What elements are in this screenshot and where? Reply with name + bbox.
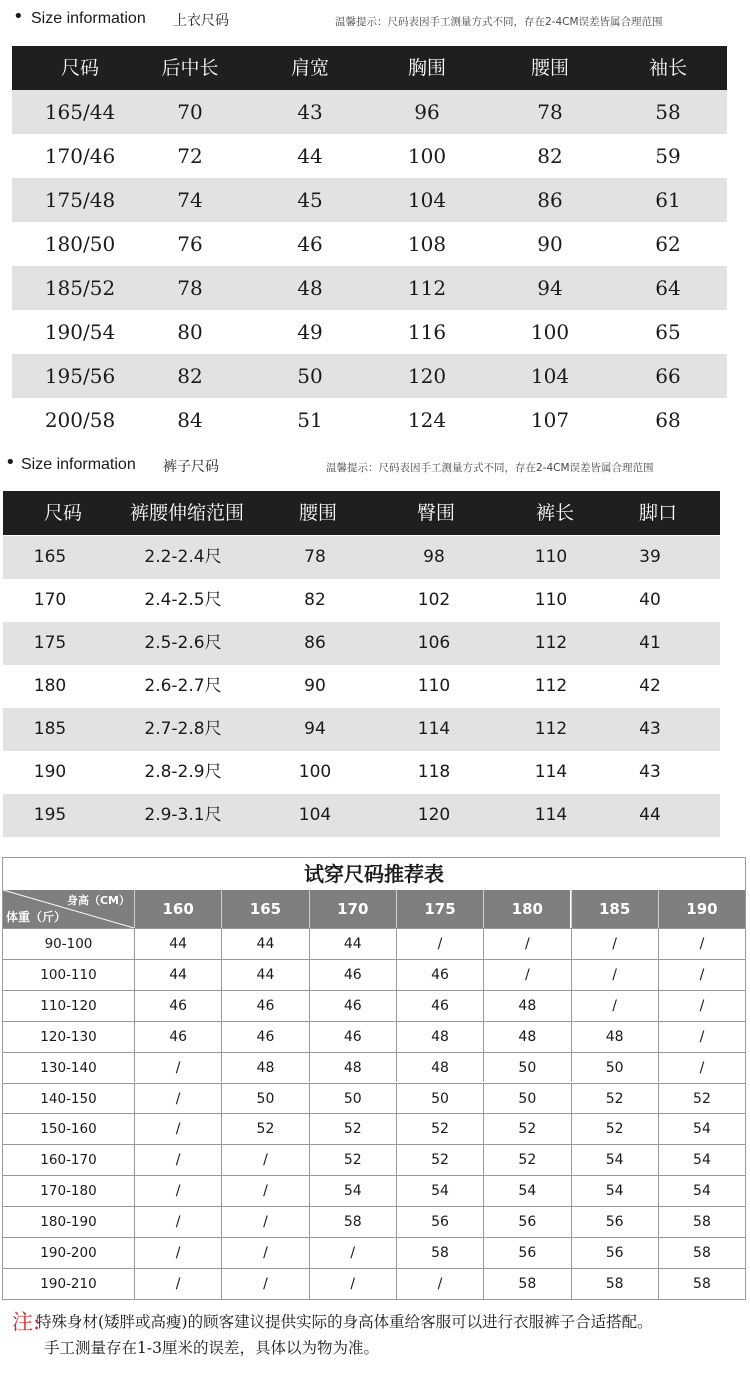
recommended-size-cell: / (221, 1269, 308, 1299)
recommended-size-cell: 48 (396, 1022, 483, 1052)
tops-col-header: 尺码 (60, 57, 99, 79)
pants-cell: 175 (33, 633, 67, 653)
weight-range-cell: 160-170 (40, 1152, 97, 1169)
pants-cell: 110 (534, 590, 568, 610)
pants-table-row (3, 579, 720, 622)
pants-table-row (3, 665, 720, 708)
corner-height-label: 身高（CM） (66, 894, 130, 907)
recommended-size-cell: 46 (221, 1022, 308, 1052)
height-col-header: 160 (134, 890, 221, 928)
recommended-size-cell: 48 (483, 991, 570, 1021)
pants-cell: 190 (33, 762, 67, 782)
recommended-size-cell: 52 (658, 1084, 745, 1114)
tops-section-subtitle: 上衣尺码 (173, 13, 229, 29)
recommended-size-cell: 58 (658, 1238, 745, 1268)
recommended-size-cell: 52 (221, 1114, 308, 1144)
recommended-size-cell: 58 (571, 1269, 658, 1299)
pants-cell: 114 (534, 805, 568, 825)
recommended-size-cell: 54 (658, 1145, 745, 1175)
weight-range-cell: 190-210 (40, 1275, 97, 1292)
tops-cell: 175/48 (44, 188, 116, 212)
tops-cell: 64 (655, 276, 681, 300)
recommended-size-cell: 44 (134, 960, 221, 990)
tops-cell: 70 (177, 100, 203, 124)
pants-cell: 2.7-2.8尺 (144, 719, 222, 739)
recommended-size-cell: / (658, 929, 745, 959)
weight-range-cell: 190-200 (40, 1245, 97, 1261)
weight-range-cell: 130-140 (40, 1059, 97, 1076)
pants-header-band (3, 491, 720, 535)
recommended-size-cell: / (134, 1114, 221, 1144)
pants-cell: 114 (534, 762, 568, 782)
tops-cell: 200/58 (44, 408, 116, 432)
pants-table-row (3, 708, 720, 751)
recommended-size-cell: 46 (309, 960, 396, 990)
recommended-size-cell: 56 (571, 1207, 658, 1237)
recommended-size-cell: / (658, 1022, 745, 1052)
tops-col-header: 肩宽 (290, 57, 329, 79)
tops-col-header: 胸围 (407, 57, 446, 79)
recommended-size-cell: 54 (571, 1145, 658, 1175)
weight-range-cell: 100-110 (40, 966, 97, 983)
pants-cell: 82 (304, 590, 326, 610)
tops-cell: 116 (407, 320, 447, 344)
recommendation-row (3, 990, 745, 1021)
tops-section-header (0, 6, 750, 36)
pants-cell: 2.9-3.1尺 (144, 805, 222, 825)
pants-cell: 165 (33, 547, 67, 567)
recommended-size-cell: / (571, 929, 658, 959)
recommended-size-cell: / (483, 929, 570, 959)
pants-cell: 2.4-2.5尺 (144, 590, 222, 610)
weight-range-cell: 110-120 (40, 997, 97, 1014)
recommendation-row (3, 1052, 745, 1083)
tops-table-row (12, 266, 727, 310)
pants-cell: 90 (304, 676, 326, 696)
recommended-size-cell: 44 (309, 929, 396, 959)
recommended-size-cell: / (134, 1145, 221, 1175)
recommendation-row (3, 1237, 745, 1268)
recommended-size-cell: / (483, 960, 570, 990)
recommendation-row (3, 1144, 745, 1175)
height-col-header: 175 (396, 890, 483, 928)
pants-col-header: 尺码 (43, 502, 82, 524)
pants-cell: 106 (417, 633, 451, 653)
tops-cell: 76 (177, 232, 203, 256)
recommended-size-cell: / (134, 1207, 221, 1237)
tops-cell: 100 (407, 144, 447, 168)
recommendation-row (3, 1175, 745, 1206)
note-line-1: 特殊身材(矮胖或高瘦)的顾客建议提供实际的身高体重给客服可以进行衣服裤子合适搭配。 (36, 1313, 653, 1331)
height-col-header: 185 (571, 890, 658, 928)
recommended-size-cell: 58 (483, 1269, 570, 1299)
tops-section-title: Size information (31, 10, 146, 27)
tops-cell: 51 (297, 408, 323, 432)
note-mark: 注: (12, 1310, 41, 1334)
recommended-size-cell: 58 (396, 1238, 483, 1268)
pants-col-header: 脚口 (638, 502, 677, 524)
tops-cell: 94 (537, 276, 563, 300)
recommended-size-cell: 46 (309, 1022, 396, 1052)
recommended-size-cell: 56 (396, 1207, 483, 1237)
pants-cell: 43 (639, 719, 661, 739)
tops-cell: 68 (655, 408, 681, 432)
tops-cell: 96 (414, 100, 440, 124)
tops-cell: 49 (297, 320, 323, 344)
recommended-size-cell: 56 (483, 1238, 570, 1268)
recommended-size-cell: 44 (221, 929, 308, 959)
recommended-size-cell: 50 (309, 1084, 396, 1114)
pants-cell: 102 (417, 590, 451, 610)
tops-cell: 108 (407, 232, 447, 256)
tops-cell: 66 (655, 364, 681, 388)
recommended-size-cell: 58 (309, 1207, 396, 1237)
pants-cell: 42 (639, 676, 661, 696)
note-line-2: 手工测量存在1-3厘米的误差，具体以为物为准。 (44, 1339, 379, 1357)
tops-table-row (12, 90, 727, 134)
weight-range-cell: 170-180 (40, 1183, 97, 1200)
table-corner-cell (3, 890, 134, 928)
corner-weight-label: 体重（斤） (6, 910, 67, 924)
tops-cell: 170/46 (44, 144, 116, 168)
pants-cell: 43 (639, 762, 661, 782)
recommended-size-cell: 52 (483, 1145, 570, 1175)
pants-cell: 2.8-2.9尺 (144, 762, 222, 782)
tops-cell: 61 (655, 188, 681, 212)
pants-cell: 100 (298, 762, 332, 782)
tops-cell: 78 (537, 100, 563, 124)
recommended-size-cell: / (134, 1176, 221, 1206)
recommended-size-cell: 54 (396, 1176, 483, 1206)
pants-cell: 94 (304, 719, 326, 739)
tops-cell: 50 (297, 364, 323, 388)
pants-cell: 112 (534, 719, 568, 739)
size-recommendation-table (2, 857, 746, 1300)
tops-cell: 82 (537, 144, 563, 168)
pants-cell: 185 (33, 719, 67, 739)
tops-cell: 84 (177, 408, 203, 432)
recommendation-row (3, 1206, 745, 1237)
recommended-size-cell: 46 (396, 991, 483, 1021)
recommended-size-cell: 52 (396, 1114, 483, 1144)
recommended-size-cell: / (221, 1238, 308, 1268)
pants-col-header: 裤长 (535, 502, 574, 524)
recommended-size-cell: 48 (221, 1053, 308, 1083)
recommended-size-cell: / (658, 991, 745, 1021)
pants-cell: 40 (639, 590, 661, 610)
tops-cell: 78 (177, 276, 203, 300)
pants-cell: 110 (534, 547, 568, 567)
weight-range-cell: 150-160 (40, 1121, 97, 1138)
tops-cell: 48 (297, 276, 323, 300)
recommended-size-cell: 46 (309, 991, 396, 1021)
recommended-size-cell: 52 (571, 1084, 658, 1114)
recommended-size-cell: 48 (309, 1053, 396, 1083)
tops-table-row (12, 354, 727, 398)
pants-cell: 112 (534, 676, 568, 696)
tops-cell: 100 (530, 320, 570, 344)
tops-cell: 180/50 (44, 232, 116, 256)
tops-cell: 104 (407, 188, 447, 212)
pants-table-row (3, 622, 720, 665)
pants-cell: 39 (639, 547, 661, 567)
tops-cell: 107 (530, 408, 570, 432)
pants-section-subtitle: 裤子尺码 (163, 459, 219, 475)
tops-table-row (12, 222, 727, 266)
tops-cell: 104 (530, 364, 570, 388)
tops-cell: 124 (407, 408, 447, 432)
pants-col-header: 臀围 (416, 502, 455, 524)
pants-cell: 170 (33, 590, 67, 610)
pants-cell: 195 (33, 805, 67, 825)
recommended-size-cell: 52 (396, 1145, 483, 1175)
recommended-size-cell: 50 (483, 1084, 570, 1114)
recommended-size-cell: / (309, 1238, 396, 1268)
recommended-size-cell: / (396, 1269, 483, 1299)
recommended-size-cell: 52 (571, 1114, 658, 1144)
recommended-size-cell: 54 (483, 1176, 570, 1206)
pants-cell: 44 (639, 805, 661, 825)
pants-cell: 41 (639, 633, 661, 653)
recommended-size-cell: / (221, 1176, 308, 1206)
weight-range-cell: 180-190 (40, 1214, 97, 1231)
recommended-size-cell: 48 (571, 1022, 658, 1052)
recommendation-row (3, 1268, 745, 1299)
pants-cell: 104 (298, 805, 332, 825)
recommended-size-cell: 44 (134, 929, 221, 959)
tops-col-header: 袖长 (648, 57, 687, 79)
tops-cell: 185/52 (44, 276, 116, 300)
recommended-size-cell: 58 (658, 1269, 745, 1299)
pants-table-row (3, 794, 720, 837)
recommended-size-cell: / (571, 960, 658, 990)
recommended-size-cell: 48 (396, 1053, 483, 1083)
pants-cell: 2.5-2.6尺 (144, 633, 222, 653)
tops-cell: 65 (655, 320, 681, 344)
recommended-size-cell: 44 (221, 960, 308, 990)
recommended-size-cell: 54 (309, 1176, 396, 1206)
recommended-size-cell: 54 (658, 1176, 745, 1206)
pants-cell: 180 (33, 676, 67, 696)
tops-table-row (12, 178, 727, 222)
tops-cell: 120 (407, 364, 447, 388)
recommended-size-cell: 50 (396, 1084, 483, 1114)
recommended-size-cell: / (221, 1145, 308, 1175)
recommended-size-cell: / (134, 1053, 221, 1083)
height-col-header: 180 (483, 890, 570, 928)
recommended-size-cell: / (571, 991, 658, 1021)
tops-cell: 45 (297, 188, 323, 212)
tops-cell: 80 (177, 320, 203, 344)
tops-cell: 190/54 (44, 320, 116, 344)
pants-table-row (3, 751, 720, 794)
recommended-size-cell: 58 (658, 1207, 745, 1237)
recommendation-row (3, 1083, 745, 1114)
tops-col-header: 后中长 (161, 57, 219, 79)
recommended-size-cell: / (658, 1053, 745, 1083)
tops-cell: 195/56 (44, 364, 116, 388)
weight-range-cell: 140-150 (40, 1090, 97, 1107)
pants-cell: 86 (304, 633, 326, 653)
height-col-header: 165 (221, 890, 308, 928)
tops-cell: 112 (407, 276, 447, 300)
pants-bullet: • (5, 452, 16, 473)
recommended-size-cell: / (134, 1084, 221, 1114)
recommended-size-cell: 46 (396, 960, 483, 990)
recommended-size-cell: / (134, 1269, 221, 1299)
recommended-size-cell: 56 (571, 1238, 658, 1268)
recommended-size-cell: 48 (483, 1022, 570, 1052)
recommended-size-cell: / (221, 1207, 308, 1237)
recommended-size-cell: 52 (309, 1145, 396, 1175)
tops-cell: 62 (655, 232, 681, 256)
pants-cell: 114 (417, 719, 451, 739)
pants-section-title: Size information (21, 456, 136, 473)
recommendation-row (3, 959, 745, 990)
recommendation-row (3, 1113, 745, 1144)
tops-cell: 82 (177, 364, 203, 388)
tops-header-band (12, 46, 727, 90)
tops-cell: 46 (297, 232, 323, 256)
recommended-size-cell: 46 (134, 1022, 221, 1052)
tops-table-row (12, 310, 727, 354)
tops-cell: 165/44 (44, 100, 116, 124)
tops-cell: 58 (655, 100, 681, 124)
recommended-size-cell: 50 (571, 1053, 658, 1083)
pants-cell: 98 (423, 547, 445, 567)
tops-cell: 72 (177, 144, 203, 168)
recommended-size-cell: 50 (221, 1084, 308, 1114)
pants-cell: 2.6-2.7尺 (144, 676, 222, 696)
pants-cell: 2.2-2.4尺 (144, 547, 222, 567)
recommended-size-cell: / (309, 1269, 396, 1299)
tops-cell: 59 (655, 144, 681, 168)
pants-table-row (3, 536, 720, 579)
pants-cell: 120 (417, 805, 451, 825)
recommendation-row (3, 1021, 745, 1052)
tops-cell: 90 (537, 232, 563, 256)
recommended-size-cell: / (134, 1238, 221, 1268)
recommended-size-cell: 50 (483, 1053, 570, 1083)
tops-cell: 43 (297, 100, 323, 124)
pants-cell: 110 (417, 676, 451, 696)
weight-range-cell: 90-100 (44, 936, 93, 952)
tops-cell: 86 (537, 188, 563, 212)
recommended-size-cell: 54 (658, 1114, 745, 1144)
recommendation-row (3, 928, 745, 959)
pants-cell: 78 (304, 547, 326, 567)
pants-cell: 118 (417, 762, 451, 782)
recommendation-title: 试穿尺码推荐表 (304, 862, 444, 886)
tops-cell: 44 (297, 144, 323, 168)
recommended-size-cell: 52 (483, 1114, 570, 1144)
recommended-size-cell: 54 (571, 1176, 658, 1206)
recommended-size-cell: 46 (221, 991, 308, 1021)
tops-table-row (12, 398, 727, 442)
tops-bullet: • (13, 6, 24, 27)
pants-measure-note: 温馨提示：尺码表因手工测量方式不同，存在2-4CM误差皆属合理范围 (326, 462, 654, 474)
tops-col-header: 腰围 (530, 57, 569, 79)
pants-col-header: 腰围 (298, 502, 337, 524)
recommended-size-cell: 56 (483, 1207, 570, 1237)
tops-table-row (12, 134, 727, 178)
recommended-size-cell: 52 (309, 1114, 396, 1144)
tops-measure-note: 温馨提示：尺码表因手工测量方式不同，存在2-4CM误差皆属合理范围 (335, 16, 663, 28)
recommended-size-cell: / (658, 960, 745, 990)
weight-range-cell: 120-130 (40, 1028, 97, 1045)
pants-col-header: 裤腰伸缩范围 (129, 502, 244, 524)
height-col-header: 190 (658, 890, 745, 928)
pants-cell: 112 (534, 633, 568, 653)
height-col-header: 170 (309, 890, 396, 928)
pants-section-header (0, 452, 750, 482)
recommended-size-cell: / (396, 929, 483, 959)
recommended-size-cell: 46 (134, 991, 221, 1021)
tops-cell: 74 (177, 188, 203, 212)
